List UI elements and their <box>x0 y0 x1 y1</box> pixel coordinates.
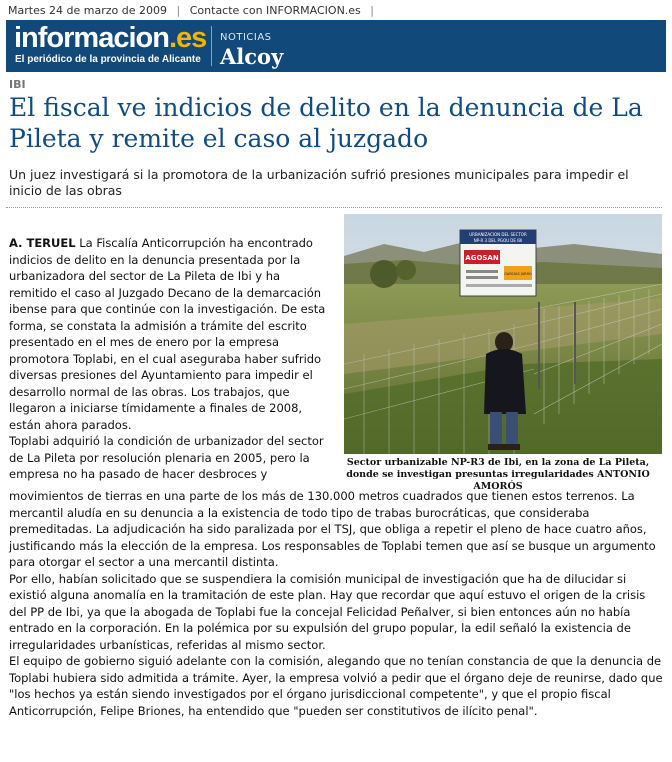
logo-suffix: .es <box>168 22 207 54</box>
paragraph-4: El equipo de gobierno siguió adelante con la comisión, alegando que no tenían constancia de que la denuncia de Toplabi hubiera sido admitida a trámite. Ayer, la empresa volvió a pedir que el órgano deje de reunirse, dado que "los hechos ya están siendo investigados por el órgano jurisdiccional competente", y que el propio fiscal Anticorrupción, Felipe Briones, ha entendido que "pueden ser constitutivos de ilícito penal". <box>9 654 663 718</box>
top-bar <box>0 0 672 20</box>
sign-line-1: URBANIZACION DEL SECTOR <box>469 232 527 237</box>
article-photo <box>344 214 662 454</box>
photo-illustration <box>344 214 662 454</box>
header-divider <box>211 26 212 66</box>
sign-line-2: NP-R 3 DEL PGOU DE IBI <box>473 238 523 243</box>
separator: | <box>176 4 181 17</box>
section-name[interactable]: Alcoy <box>220 44 284 69</box>
article-body-full <box>9 488 664 719</box>
site-tagline: El periódico de la provincia de Alicante <box>15 54 201 65</box>
logo-main: informacion <box>14 22 169 54</box>
paragraph-3: Por ello, habían solicitado que se suspendiera la comisión municipal de investigación que ha de dilucidar si existió alguna anomalía en la tramitación de este plan. Hay que recordar que aquí estuvo el origen de la crisis del PP de Ibi, ya que la abogada de Toplabi fue la concejal Felicidad Peñalver, si bien entonces aún no había entrado en la corporación. En la polémica por su expulsión del grupo popular, la edil señaló la existencia de irregularidades urbanísticas, referidas al mismo sector. <box>9 571 646 652</box>
date-text: Martes 24 de marzo de 2009 <box>8 4 168 17</box>
article-headline: El fiscal ve indicios de delito en la denuncia de La Pileta y remite el caso al juzgado <box>9 93 643 153</box>
article-subhead: Un juez investigará si la promotora de la urbanización sufrió presiones municipales para impedir el inicio de las obras <box>9 167 629 198</box>
byline: A. TERUEL <box>9 236 76 250</box>
photo-caption: Sector urbanizable NP-R3 de Ibi, en la zona de La Pileta, donde se investigan presuntas irregularidades ANTONIO AMORÓS <box>346 457 650 492</box>
section-label[interactable]: NOTICIAS <box>220 32 272 43</box>
article-body-left <box>9 235 327 483</box>
paragraph-2-end: movimientos de tierras en una parte de los más de 130.000 metros cuadrados que tienen estos terrenos. La mercantil aludía en su denuncia a la existencia de todo tipo de trabas burocráticas, que consideraba premeditadas. La adjudicación ha sido paralizada por el TSJ, que obliga a repetir el pleno de hace cuatro años, justificando más la elección de la empresa. Los responsables de Toplabi temen que así se busque un argumento para otorgar el sector a una mercantil distinta. <box>9 489 656 569</box>
paragraph-2-start: Toplabi adquirió la condición de urbanizador del sector de La Pileta por resolución plenaria en 2005, pero la empresa no ha pasado de hacer desbroces y <box>9 434 324 481</box>
site-header <box>6 20 666 72</box>
separator: | <box>370 4 375 17</box>
sign-brand-2: GARCIAS JARRO <box>504 272 532 276</box>
contact-link[interactable]: Contacte con INFORMACION.es <box>189 4 361 17</box>
site-logo[interactable] <box>14 22 206 54</box>
paragraph-1-text: La Fiscalía Anticorrupción ha encontrado indicios de delito en la denuncia presentada por la urbanizadora del sector de La Pileta de Ibi y ha remitido el caso al Juzgado Decano de la demarcación ibense para que continúe con la investigación. De esta forma, se constata la admisión a trámite del escrito presentado en el mes de enero por la empresa promotora Toplabi, en el cual aseguraba haber sufrido diversas presiones del Ayuntamiento para impedir el desarrollo normal de las obras. Los trabajos, que llegaron a iniciarse tímidamente a finales de 2008, están ahora parados. <box>9 236 326 432</box>
paragraph-1 <box>9 235 327 433</box>
sign-brand-1: AGOSAN <box>465 254 499 262</box>
article-kicker: IBI <box>9 78 26 91</box>
dotted-divider <box>6 207 662 208</box>
